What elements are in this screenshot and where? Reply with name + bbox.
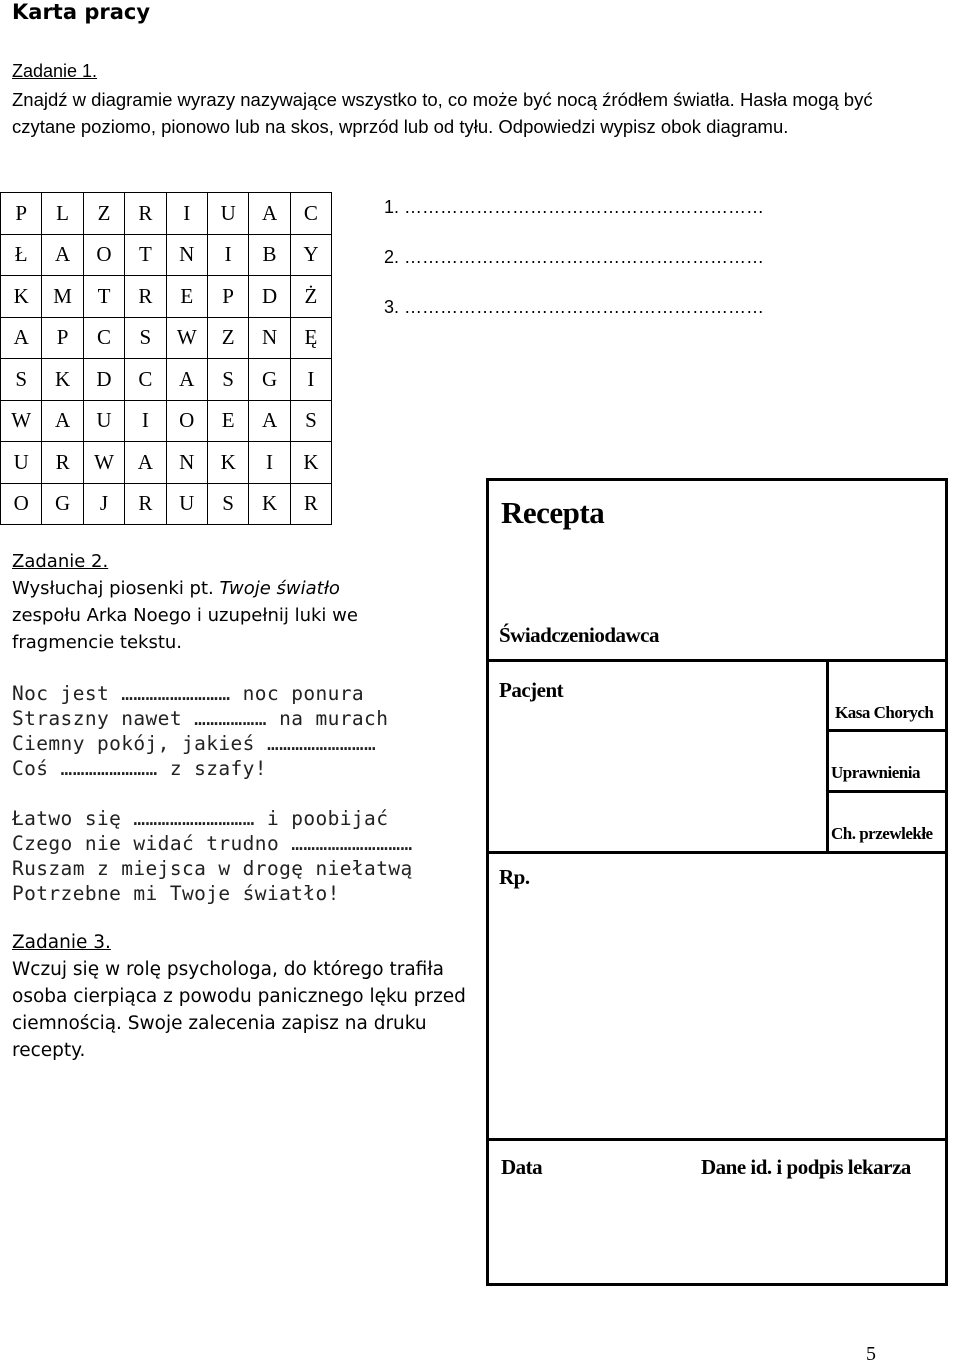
- grid-cell[interactable]: W: [1, 400, 42, 442]
- grid-cell[interactable]: W: [83, 442, 124, 484]
- grid-cell[interactable]: K: [1, 276, 42, 318]
- provider-label: Świadczeniodawca: [499, 623, 659, 647]
- grid-cell[interactable]: R: [290, 483, 331, 525]
- grid-cell[interactable]: A: [249, 400, 290, 442]
- grid-cell[interactable]: C: [83, 317, 124, 359]
- grid-cell[interactable]: R: [125, 483, 166, 525]
- grid-cell[interactable]: G: [249, 359, 290, 401]
- answer-line-3[interactable]: 3. ……………………………………………………: [384, 297, 765, 317]
- task3-block: [12, 929, 472, 1064]
- chronic-label: Ch. przewlekłe: [831, 824, 933, 843]
- grid-cell[interactable]: K: [249, 483, 290, 525]
- grid-cell[interactable]: K: [290, 442, 331, 484]
- grid-cell[interactable]: P: [1, 193, 42, 235]
- divider: [829, 790, 945, 793]
- grid-cell[interactable]: K: [207, 442, 248, 484]
- grid-cell[interactable]: Ł: [1, 234, 42, 276]
- grid-cell[interactable]: Z: [207, 317, 248, 359]
- grid-cell[interactable]: O: [166, 400, 207, 442]
- grid-cell[interactable]: T: [125, 234, 166, 276]
- answer-lines: [384, 192, 764, 342]
- task2-intro-suffix: zespołu Arka Noego i uzupełnij luki we fragmencie tekstu.: [12, 605, 358, 653]
- grid-row: [1, 193, 332, 235]
- task2-block: [12, 548, 392, 656]
- grid-cell[interactable]: I: [290, 359, 331, 401]
- lyrics-line: Ruszam z miejsca w drogę niełatwą: [12, 857, 413, 880]
- grid-cell[interactable]: A: [42, 234, 83, 276]
- task2-instructions: [12, 575, 392, 656]
- grid-cell[interactable]: W: [166, 317, 207, 359]
- lyrics-line: Łatwo się ………………………… i poobijać: [12, 807, 389, 830]
- grid-cell[interactable]: A: [125, 442, 166, 484]
- task3-heading: Zadanie 3.: [12, 932, 111, 953]
- doctor-label: Dane id. i podpis lekarza: [701, 1155, 911, 1179]
- grid-cell[interactable]: I: [125, 400, 166, 442]
- grid-cell[interactable]: N: [166, 234, 207, 276]
- grid-row: [1, 400, 332, 442]
- grid-cell[interactable]: U: [1, 442, 42, 484]
- grid-cell[interactable]: U: [207, 193, 248, 235]
- answer-line-1[interactable]: 1. ……………………………………………………: [384, 197, 765, 217]
- grid-cell[interactable]: G: [42, 483, 83, 525]
- grid-cell[interactable]: J: [83, 483, 124, 525]
- lyrics-line: Ciemny pokój, jakieś ………………………: [12, 732, 377, 755]
- grid-row: [1, 317, 332, 359]
- grid-cell[interactable]: S: [290, 400, 331, 442]
- rp-label: Rp.: [499, 865, 530, 889]
- lyrics-line: Czego nie widać trudno …………………………: [12, 832, 413, 855]
- date-label: Data: [501, 1155, 543, 1179]
- grid-cell[interactable]: S: [207, 483, 248, 525]
- grid-cell[interactable]: A: [1, 317, 42, 359]
- grid-cell[interactable]: D: [249, 276, 290, 318]
- grid-row: [1, 276, 332, 318]
- grid-cell[interactable]: R: [125, 276, 166, 318]
- grid-cell[interactable]: T: [83, 276, 124, 318]
- grid-cell[interactable]: N: [166, 442, 207, 484]
- grid-row: [1, 234, 332, 276]
- grid-cell[interactable]: S: [125, 317, 166, 359]
- grid-row: [1, 483, 332, 525]
- grid-cell[interactable]: N: [249, 317, 290, 359]
- task1-heading: Zadanie 1.: [12, 61, 98, 81]
- task2-heading: Zadanie 2.: [12, 551, 109, 572]
- lyrics-line: Straszny nawet ……………… na murach: [12, 707, 389, 730]
- page-number: 5: [866, 1343, 876, 1365]
- grid-cell[interactable]: Ż: [290, 276, 331, 318]
- task2-intro-prefix: Wysłuchaj piosenki pt.: [12, 578, 220, 599]
- grid-cell[interactable]: E: [207, 400, 248, 442]
- grid-cell[interactable]: M: [42, 276, 83, 318]
- patient-label: Pacjent: [499, 678, 564, 702]
- prescription-form: [486, 478, 948, 1286]
- divider: [489, 1138, 945, 1141]
- grid-cell[interactable]: C: [125, 359, 166, 401]
- grid-cell[interactable]: I: [166, 193, 207, 235]
- grid-cell[interactable]: Y: [290, 234, 331, 276]
- lyrics-line: Potrzebne mi Twoje światło!: [12, 882, 340, 905]
- grid-cell[interactable]: A: [166, 359, 207, 401]
- grid-cell[interactable]: Z: [83, 193, 124, 235]
- grid-cell[interactable]: S: [1, 359, 42, 401]
- grid-cell[interactable]: A: [42, 400, 83, 442]
- grid-cell[interactable]: R: [125, 193, 166, 235]
- grid-cell[interactable]: O: [1, 483, 42, 525]
- task3-instructions: Wczuj się w rolę psychologa, do którego trafiła osoba cierpiąca z powodu panicznego lęku przed ciemnością. Swoje zalecenia zapisz na druku recepty.: [12, 959, 466, 1061]
- answer-line-2[interactable]: 2. ……………………………………………………: [384, 247, 765, 267]
- task1-instructions: Znajdź w diagramie wyrazy nazywające wszystko to, co może być nocą źródłem światła. Hasła mogą być czytane poziomo, pionowo lub na skos, wprzód lub od tyłu. Odpowiedzi wypisz obok diagramu.: [12, 89, 873, 137]
- grid-cell[interactable]: R: [42, 442, 83, 484]
- grid-cell[interactable]: U: [83, 400, 124, 442]
- grid-cell[interactable]: Ę: [290, 317, 331, 359]
- divider: [489, 659, 945, 662]
- divider: [489, 851, 945, 854]
- lyrics-line: Noc jest ……………………… noc ponura: [12, 682, 365, 705]
- fund-label: Kasa Chorych: [835, 703, 934, 722]
- lyrics-stanza-2: [12, 806, 413, 906]
- lyrics-stanza-1: [12, 681, 388, 781]
- grid-cell[interactable]: L: [42, 193, 83, 235]
- grid-row: [1, 359, 332, 401]
- divider: [826, 662, 829, 853]
- grid-cell[interactable]: P: [42, 317, 83, 359]
- rights-label: Uprawnienia: [831, 763, 920, 782]
- grid-cell[interactable]: E: [166, 276, 207, 318]
- grid-cell[interactable]: I: [207, 234, 248, 276]
- word-search-grid: [0, 192, 332, 525]
- grid-cell[interactable]: O: [83, 234, 124, 276]
- grid-row: [1, 442, 332, 484]
- prescription-title: Recepta: [501, 495, 605, 530]
- grid-cell[interactable]: S: [207, 359, 248, 401]
- grid-cell[interactable]: U: [166, 483, 207, 525]
- grid-cell[interactable]: K: [42, 359, 83, 401]
- divider: [829, 729, 945, 732]
- page-title: Karta pracy: [12, 0, 151, 24]
- song-title: Twoje światło: [219, 578, 340, 599]
- grid-cell[interactable]: I: [249, 442, 290, 484]
- grid-cell[interactable]: A: [249, 193, 290, 235]
- grid-cell[interactable]: C: [290, 193, 331, 235]
- grid-cell[interactable]: B: [249, 234, 290, 276]
- grid-cell[interactable]: P: [207, 276, 248, 318]
- lyrics-line: Coś …………………… z szafy!: [12, 757, 267, 780]
- grid-cell[interactable]: D: [83, 359, 124, 401]
